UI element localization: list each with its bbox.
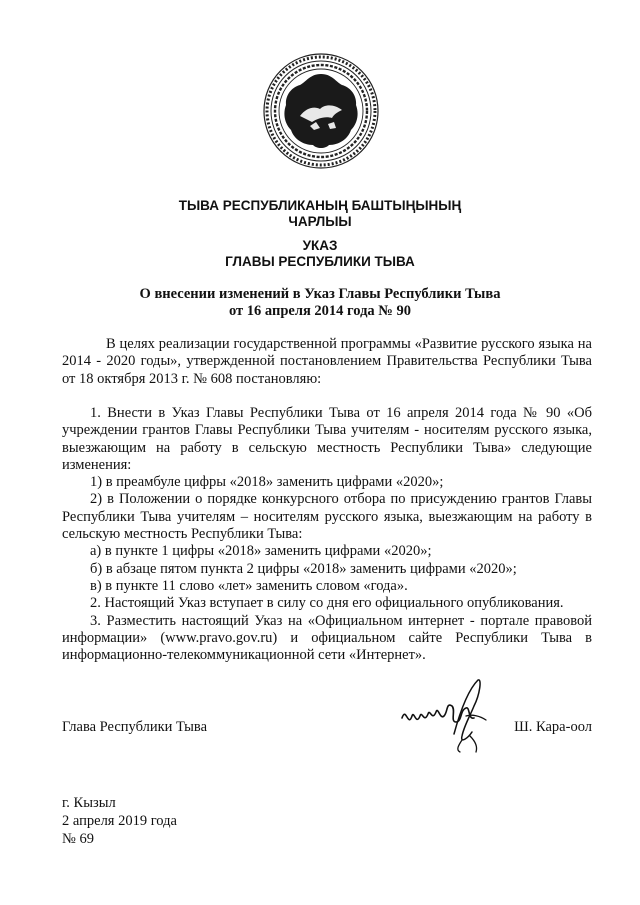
handwritten-signature [396,676,496,756]
decree-items [62,405,592,664]
document-title-line1: О внесении изменений в Указ Главы Республики Тыва [139,286,501,302]
tuva-emblem-icon [262,52,380,170]
footer-city: г. Кызыл [62,795,116,811]
item-2: 2. Настоящий Указ вступает в силу со дня его официального опубликования. [90,595,564,612]
russian-header-line2: ГЛАВЫ РЕСПУБЛИКИ ТЫВА [225,254,415,269]
tuvan-header-line1: ТЫВА РЕСПУБЛИКАНЫҢ БАШТЫҢЫНЫҢ [178,198,462,213]
document-title [60,286,580,320]
item-1-2-b: б) в абзаце пятом пункта 2 цифры «2018» заменить цифрами «2020»; [90,560,517,577]
tuvan-header-line2: ЧАРЛЫЫ [288,214,352,229]
footer-number: № 69 [62,831,94,847]
preamble-text: В целях реализации государственной программы «Развитие русского языка на 2014 - 2020 годы», утвержденной постановлением Правительства Республики Тыва от 18 октября 2013 г. № 608 постановляю: [62,336,592,387]
signer-position: Глава Республики Тыва [62,719,208,735]
signer-name: Ш. Кара-оол [514,719,592,735]
document-footer [62,794,177,848]
item-1-1: 1) в преамбуле цифры «2018» заменить цифрами «2020»; [90,474,444,491]
document-title-line2: от 16 апреля 2014 года № 90 [228,303,412,319]
preamble-block [62,336,592,388]
item-1-2-a: а) в пункте 1 цифры «2018» заменить цифрами «2020»; [90,543,432,560]
item-1-2: 2) в Положении о порядке конкурсного отбора по присуждению грантов Главы Республики Тыва учителям – носителям русского языка, выезжающим на работу в сельскую местность Республики Тыва: [62,491,592,543]
item-3: 3. Разместить настоящий Указ на «Официальном интернет - портале правовой информации» (www.pravo.gov.ru) и официальном сайте Республики Тыва в информационно-телекоммуникационной сети «Интернет». [62,612,592,664]
russian-header [60,238,580,270]
footer-date: 2 апреля 2019 года [62,813,177,829]
item-1: 1. Внести в Указ Главы Республики Тыва от 16 апреля 2014 года № 90 «Об учреждении грантов Главы Республики Тыва учителям - носителям русского языка, выезжающим на работу в сельскую местность Республики Тыва» следующие изменения: [62,405,592,473]
tuvan-header [60,198,580,230]
item-1-2-c: в) в пункте 11 слово «лет» заменить словом «года». [90,577,408,594]
russian-header-line1: УКАЗ [302,238,338,253]
